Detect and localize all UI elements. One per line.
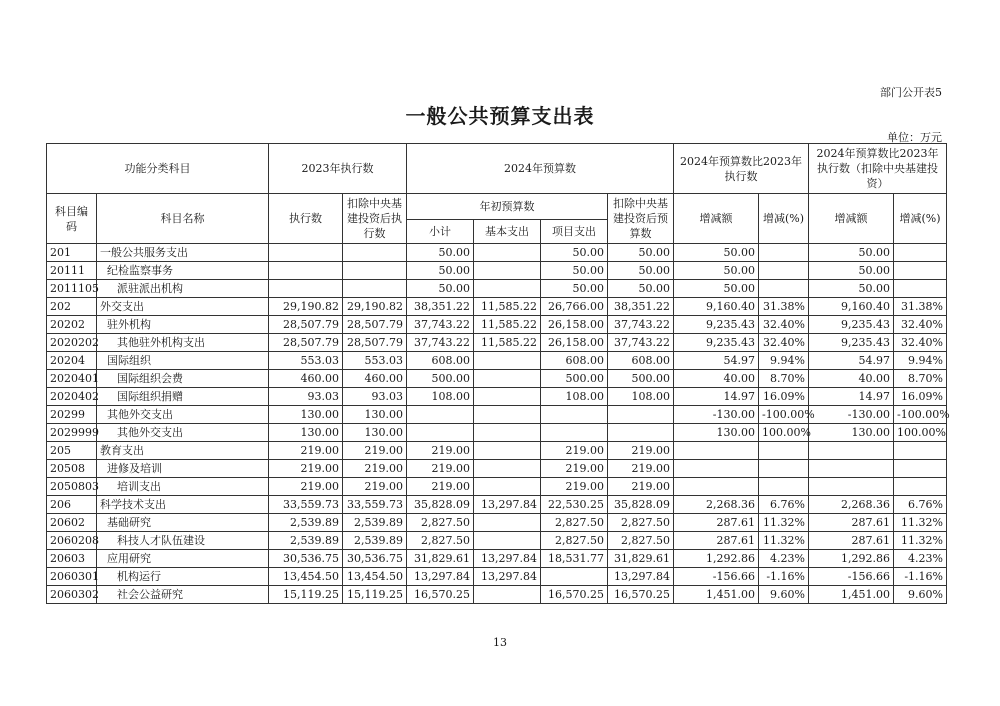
cell-pct2: 6.76%: [894, 496, 947, 514]
cell-exec-ex: [343, 280, 407, 298]
cell-pct2: 32.40%: [894, 316, 947, 334]
cell-budget-ex: 50.00: [608, 262, 674, 280]
cell-inc2: -156.66: [809, 568, 894, 586]
cell-basic: 11,585.22: [474, 334, 541, 352]
table-row: [47, 262, 947, 280]
cell-exec: 460.00: [269, 370, 343, 388]
cell-subtotal: 500.00: [407, 370, 474, 388]
cell-code: 20204: [47, 352, 97, 370]
cell-budget-ex: 38,351.22: [608, 298, 674, 316]
cell-inc2: 130.00: [809, 424, 894, 442]
cell-project: 219.00: [541, 460, 608, 478]
cell-subtotal: [407, 406, 474, 424]
cell-pct2: 16.09%: [894, 388, 947, 406]
cell-exec-ex: 33,559.73: [343, 496, 407, 514]
table-row: [47, 586, 947, 604]
cell-exec-ex: 13,454.50: [343, 568, 407, 586]
cell-project: 26,158.00: [541, 316, 608, 334]
table-row: [47, 316, 947, 334]
cell-name: 其他驻外机构支出: [97, 334, 269, 352]
cell-code: 2020401: [47, 370, 97, 388]
cell-subtotal: 31,829.61: [407, 550, 474, 568]
cell-pct2: [894, 280, 947, 298]
cell-name: 基础研究: [97, 514, 269, 532]
table-row: [47, 424, 947, 442]
cell-pct: [759, 460, 809, 478]
cell-code: 2029999: [47, 424, 97, 442]
cell-name: 国际组织捐赠: [97, 388, 269, 406]
cell-exec-ex: 30,536.75: [343, 550, 407, 568]
cell-budget-ex: 500.00: [608, 370, 674, 388]
cell-code: 20508: [47, 460, 97, 478]
cell-pct: [759, 262, 809, 280]
cell-exec-ex: 28,507.79: [343, 316, 407, 334]
cell-budget-ex: 37,743.22: [608, 334, 674, 352]
cell-pct: 11.32%: [759, 532, 809, 550]
table-row: [47, 352, 947, 370]
cell-exec-ex: 2,539.89: [343, 532, 407, 550]
cell-budget-ex: 219.00: [608, 478, 674, 496]
cell-name: 科学技术支出: [97, 496, 269, 514]
table-row: [47, 298, 947, 316]
table-row: [47, 334, 947, 352]
cell-pct: 6.76%: [759, 496, 809, 514]
header-initial: 年初预算数: [407, 194, 608, 220]
cell-code: 2020402: [47, 388, 97, 406]
cell-pct2: 11.32%: [894, 514, 947, 532]
cell-budget-ex: 50.00: [608, 244, 674, 262]
cell-subtotal: 38,351.22: [407, 298, 474, 316]
header-inc-pct: 增减(%): [759, 194, 809, 244]
cell-project: 608.00: [541, 352, 608, 370]
cell-pct: 4.23%: [759, 550, 809, 568]
cell-budget-ex: 37,743.22: [608, 316, 674, 334]
cell-inc2: 9,235.43: [809, 316, 894, 334]
cell-budget-ex: 608.00: [608, 352, 674, 370]
cell-exec-ex: 29,190.82: [343, 298, 407, 316]
cell-exec-ex: [343, 244, 407, 262]
cell-exec: 130.00: [269, 424, 343, 442]
cell-inc: [674, 460, 759, 478]
page-number: 13: [493, 636, 507, 649]
cell-inc: -130.00: [674, 406, 759, 424]
cell-basic: [474, 460, 541, 478]
cell-inc: 1,451.00: [674, 586, 759, 604]
cell-exec: [269, 280, 343, 298]
cell-inc: 130.00: [674, 424, 759, 442]
cell-pct2: 4.23%: [894, 550, 947, 568]
cell-code: 20299: [47, 406, 97, 424]
cell-pct: 31.38%: [759, 298, 809, 316]
cell-budget-ex: 35,828.09: [608, 496, 674, 514]
cell-exec: 93.03: [269, 388, 343, 406]
table-row: [47, 514, 947, 532]
cell-code: 201: [47, 244, 97, 262]
cell-exec: 13,454.50: [269, 568, 343, 586]
cell-inc: 287.61: [674, 514, 759, 532]
cell-budget-ex: 13,297.84: [608, 568, 674, 586]
table-row: [47, 496, 947, 514]
cell-inc2: 2,268.36: [809, 496, 894, 514]
cell-pct2: 31.38%: [894, 298, 947, 316]
cell-basic: [474, 532, 541, 550]
cell-name: 纪检监察事务: [97, 262, 269, 280]
cell-inc: 50.00: [674, 280, 759, 298]
cell-basic: [474, 478, 541, 496]
cell-inc: 1,292.86: [674, 550, 759, 568]
table-row: [47, 478, 947, 496]
cell-inc: -156.66: [674, 568, 759, 586]
cell-exec: 553.03: [269, 352, 343, 370]
cell-inc2: 14.97: [809, 388, 894, 406]
cell-inc: 287.61: [674, 532, 759, 550]
cell-inc2: 40.00: [809, 370, 894, 388]
header-name: 科目名称: [97, 194, 269, 244]
cell-exec: 2,539.89: [269, 532, 343, 550]
cell-budget-ex: 2,827.50: [608, 532, 674, 550]
cell-inc2: 54.97: [809, 352, 894, 370]
header-budget-2024: 2024年预算数: [407, 144, 674, 194]
cell-budget-ex: [608, 424, 674, 442]
cell-inc2: 1,292.86: [809, 550, 894, 568]
cell-project: [541, 424, 608, 442]
cell-pct: -100.00%: [759, 406, 809, 424]
header-code: 科目编码: [47, 194, 97, 244]
cell-subtotal: 16,570.25: [407, 586, 474, 604]
cell-pct2: 9.94%: [894, 352, 947, 370]
cell-exec-ex: 15,119.25: [343, 586, 407, 604]
cell-code: 2050803: [47, 478, 97, 496]
cell-inc: 9,160.40: [674, 298, 759, 316]
cell-inc: 50.00: [674, 262, 759, 280]
cell-code: 2020202: [47, 334, 97, 352]
cell-budget-ex: 31,829.61: [608, 550, 674, 568]
header-subtotal: 小计: [407, 220, 474, 244]
header-inc2-pct: 增减(%): [894, 194, 947, 244]
cell-pct: 32.40%: [759, 334, 809, 352]
cell-inc: 9,235.43: [674, 316, 759, 334]
cell-subtotal: 219.00: [407, 478, 474, 496]
cell-subtotal: 35,828.09: [407, 496, 474, 514]
cell-exec-ex: 219.00: [343, 442, 407, 460]
page-title: 一般公共预算支出表: [405, 104, 595, 128]
header-func-class: 功能分类科目: [47, 144, 269, 194]
cell-basic: [474, 244, 541, 262]
cell-project: 50.00: [541, 262, 608, 280]
cell-budget-ex: 2,827.50: [608, 514, 674, 532]
cell-budget-ex: 16,570.25: [608, 586, 674, 604]
budget-table: [46, 143, 950, 604]
cell-inc2: [809, 478, 894, 496]
cell-pct2: 9.60%: [894, 586, 947, 604]
cell-project: 219.00: [541, 442, 608, 460]
cell-exec-ex: 460.00: [343, 370, 407, 388]
cell-project: 16,570.25: [541, 586, 608, 604]
cell-basic: 11,585.22: [474, 316, 541, 334]
cell-inc: 40.00: [674, 370, 759, 388]
cell-budget-ex: 50.00: [608, 280, 674, 298]
cell-inc2: 50.00: [809, 244, 894, 262]
table-row: [47, 244, 947, 262]
cell-pct2: [894, 478, 947, 496]
cell-name: 其他外交支出: [97, 424, 269, 442]
cell-project: [541, 406, 608, 424]
cell-budget-ex: 219.00: [608, 442, 674, 460]
cell-basic: 13,297.84: [474, 550, 541, 568]
cell-basic: 11,585.22: [474, 298, 541, 316]
cell-budget-ex: 108.00: [608, 388, 674, 406]
header-inc: 增减额: [674, 194, 759, 244]
cell-budget-ex: 219.00: [608, 460, 674, 478]
cell-inc2: 50.00: [809, 262, 894, 280]
cell-pct: [759, 442, 809, 460]
cell-name: 国际组织: [97, 352, 269, 370]
cell-subtotal: [407, 424, 474, 442]
cell-exec-ex: 28,507.79: [343, 334, 407, 352]
cell-basic: [474, 406, 541, 424]
cell-exec-ex: [343, 262, 407, 280]
cell-subtotal: 50.00: [407, 262, 474, 280]
cell-project: [541, 568, 608, 586]
cell-project: 26,766.00: [541, 298, 608, 316]
cell-name: 派驻派出机构: [97, 280, 269, 298]
cell-inc: 50.00: [674, 244, 759, 262]
cell-basic: [474, 424, 541, 442]
cell-pct: 16.09%: [759, 388, 809, 406]
cell-name: 外交支出: [97, 298, 269, 316]
cell-basic: 13,297.84: [474, 568, 541, 586]
cell-basic: [474, 352, 541, 370]
cell-inc: [674, 442, 759, 460]
cell-pct2: [894, 262, 947, 280]
cell-pct2: [894, 442, 947, 460]
table-row: [47, 550, 947, 568]
cell-inc: [674, 478, 759, 496]
cell-exec: 33,559.73: [269, 496, 343, 514]
cell-basic: [474, 280, 541, 298]
cell-exec-ex: 130.00: [343, 424, 407, 442]
cell-name: 科技人才队伍建设: [97, 532, 269, 550]
cell-code: 202: [47, 298, 97, 316]
cell-project: 2,827.50: [541, 532, 608, 550]
cell-pct: [759, 280, 809, 298]
cell-pct2: 100.00%: [894, 424, 947, 442]
cell-code: 2011105: [47, 280, 97, 298]
cell-code: 20111: [47, 262, 97, 280]
cell-subtotal: 108.00: [407, 388, 474, 406]
table-row: [47, 388, 947, 406]
cell-code: 2060208: [47, 532, 97, 550]
cell-inc: 9,235.43: [674, 334, 759, 352]
cell-code: 206: [47, 496, 97, 514]
table-row: [47, 280, 947, 298]
cell-project: 18,531.77: [541, 550, 608, 568]
cell-subtotal: 608.00: [407, 352, 474, 370]
header-project: 项目支出: [541, 220, 608, 244]
cell-pct2: 32.40%: [894, 334, 947, 352]
cell-name: 机构运行: [97, 568, 269, 586]
cell-subtotal: 37,743.22: [407, 316, 474, 334]
cell-basic: [474, 442, 541, 460]
cell-budget-ex: [608, 406, 674, 424]
cell-code: 20603: [47, 550, 97, 568]
cell-inc2: 50.00: [809, 280, 894, 298]
cell-pct2: -100.00%: [894, 406, 947, 424]
cell-pct2: [894, 244, 947, 262]
header-exec-ex: 扣除中央基建投资后执行数: [343, 194, 407, 244]
cell-exec-ex: 553.03: [343, 352, 407, 370]
cell-code: 20602: [47, 514, 97, 532]
cell-exec: 2,539.89: [269, 514, 343, 532]
cell-pct: -1.16%: [759, 568, 809, 586]
header-compare-ex: 2024年预算数比2023年执行数（扣除中央基建投资）: [809, 144, 947, 194]
cell-subtotal: 219.00: [407, 460, 474, 478]
form-number: 部门公开表5: [880, 86, 942, 99]
cell-code: 205: [47, 442, 97, 460]
header-basic: 基本支出: [474, 220, 541, 244]
table-row: [47, 406, 947, 424]
cell-pct: 100.00%: [759, 424, 809, 442]
cell-inc2: [809, 442, 894, 460]
cell-project: 50.00: [541, 244, 608, 262]
cell-inc: 14.97: [674, 388, 759, 406]
cell-exec-ex: 219.00: [343, 460, 407, 478]
cell-pct: 8.70%: [759, 370, 809, 388]
header-inc2: 增减额: [809, 194, 894, 244]
cell-name: 进修及培训: [97, 460, 269, 478]
cell-inc2: 287.61: [809, 532, 894, 550]
cell-project: 22,530.25: [541, 496, 608, 514]
cell-exec: 28,507.79: [269, 316, 343, 334]
cell-inc2: 9,160.40: [809, 298, 894, 316]
table-row: [47, 370, 947, 388]
cell-pct: 9.60%: [759, 586, 809, 604]
cell-name: 一般公共服务支出: [97, 244, 269, 262]
cell-exec-ex: 219.00: [343, 478, 407, 496]
table-row: [47, 460, 947, 478]
cell-subtotal: 50.00: [407, 280, 474, 298]
cell-project: 2,827.50: [541, 514, 608, 532]
cell-exec: 219.00: [269, 478, 343, 496]
cell-inc2: [809, 460, 894, 478]
cell-exec: 28,507.79: [269, 334, 343, 352]
cell-project: 26,158.00: [541, 334, 608, 352]
cell-inc2: 9,235.43: [809, 334, 894, 352]
cell-project: 50.00: [541, 280, 608, 298]
cell-inc: 54.97: [674, 352, 759, 370]
cell-code: 20202: [47, 316, 97, 334]
cell-pct: [759, 244, 809, 262]
cell-name: 应用研究: [97, 550, 269, 568]
cell-pct2: 11.32%: [894, 532, 947, 550]
cell-exec: [269, 262, 343, 280]
cell-project: 108.00: [541, 388, 608, 406]
cell-code: 2060302: [47, 586, 97, 604]
cell-basic: [474, 262, 541, 280]
table-row: [47, 568, 947, 586]
cell-name: 社会公益研究: [97, 586, 269, 604]
header-budget-ex: 扣除中央基建投资后预算数: [608, 194, 674, 244]
cell-basic: [474, 586, 541, 604]
cell-exec: 219.00: [269, 442, 343, 460]
cell-pct2: -1.16%: [894, 568, 947, 586]
cell-basic: [474, 514, 541, 532]
cell-subtotal: 2,827.50: [407, 514, 474, 532]
unit-label: 单位：万元: [887, 131, 942, 144]
cell-basic: [474, 388, 541, 406]
cell-pct2: [894, 460, 947, 478]
cell-pct: 11.32%: [759, 514, 809, 532]
cell-name: 驻外机构: [97, 316, 269, 334]
cell-name: 其他外交支出: [97, 406, 269, 424]
cell-project: 219.00: [541, 478, 608, 496]
cell-name: 国际组织会费: [97, 370, 269, 388]
cell-exec-ex: 93.03: [343, 388, 407, 406]
cell-inc2: 287.61: [809, 514, 894, 532]
cell-project: 500.00: [541, 370, 608, 388]
cell-pct: [759, 478, 809, 496]
cell-name: 培训支出: [97, 478, 269, 496]
cell-subtotal: 13,297.84: [407, 568, 474, 586]
table-row: [47, 442, 947, 460]
cell-name: 教育支出: [97, 442, 269, 460]
header-exec: 执行数: [269, 194, 343, 244]
cell-exec: 15,119.25: [269, 586, 343, 604]
cell-subtotal: 2,827.50: [407, 532, 474, 550]
cell-basic: [474, 370, 541, 388]
header-compare-2023: 2024年预算数比2023年执行数: [674, 144, 809, 194]
cell-exec: 29,190.82: [269, 298, 343, 316]
cell-subtotal: 37,743.22: [407, 334, 474, 352]
cell-exec: [269, 244, 343, 262]
cell-pct: 32.40%: [759, 316, 809, 334]
cell-exec: 130.00: [269, 406, 343, 424]
cell-inc: 2,268.36: [674, 496, 759, 514]
cell-exec: 30,536.75: [269, 550, 343, 568]
cell-pct2: 8.70%: [894, 370, 947, 388]
cell-inc2: 1,451.00: [809, 586, 894, 604]
cell-code: 2060301: [47, 568, 97, 586]
header-exec-2023: 2023年执行数: [269, 144, 407, 194]
cell-subtotal: 219.00: [407, 442, 474, 460]
table-row: [47, 532, 947, 550]
cell-exec-ex: 2,539.89: [343, 514, 407, 532]
cell-exec-ex: 130.00: [343, 406, 407, 424]
cell-basic: 13,297.84: [474, 496, 541, 514]
cell-pct: 9.94%: [759, 352, 809, 370]
cell-exec: 219.00: [269, 460, 343, 478]
cell-subtotal: 50.00: [407, 244, 474, 262]
cell-inc2: -130.00: [809, 406, 894, 424]
